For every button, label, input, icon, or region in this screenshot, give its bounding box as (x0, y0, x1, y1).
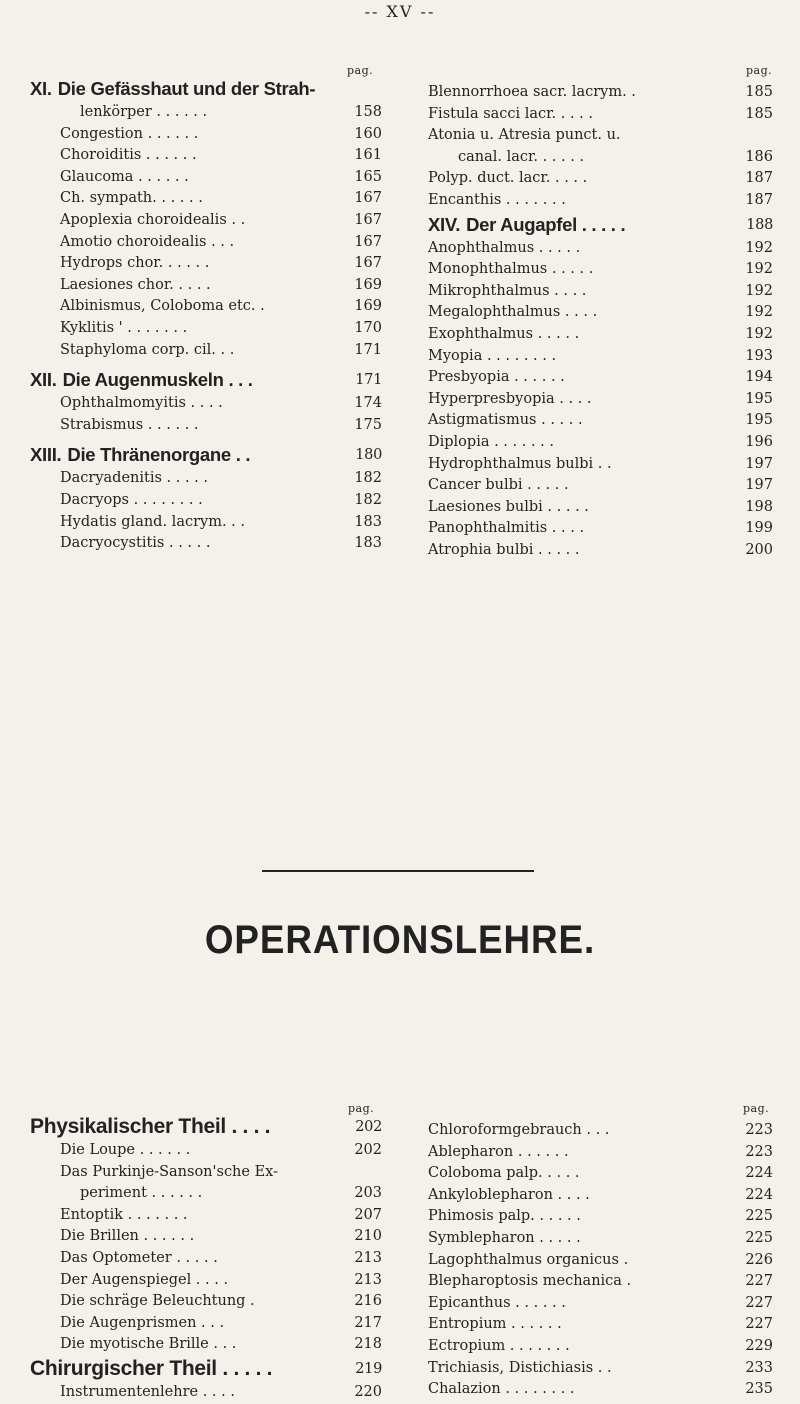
entry-page-number: 227 (745, 1294, 773, 1311)
toc-section-heading (428, 212, 773, 238)
toc-entry (30, 533, 382, 555)
entry-label: Das Optometer . . . . . (60, 1249, 218, 1266)
entry-page-number: 193 (745, 347, 773, 364)
toc-section-heading (30, 76, 382, 102)
toc-entry (30, 188, 382, 210)
entry-label: Hydrops chor. . . . . . (60, 255, 210, 272)
entry-page-number: 183 (354, 513, 382, 530)
operations-title: OPERATIONSLEHRE. (204, 918, 596, 962)
entry-page-number: 235 (745, 1381, 773, 1398)
entry-label: Kyklitis ' . . . . . . . (60, 319, 188, 336)
entry-page-number: 219 (355, 1360, 382, 1377)
entry-label: Staphyloma corp. cil. . . (60, 341, 235, 358)
toc-entry (30, 468, 382, 490)
entry-label: Der Augapfel . . . . . (466, 213, 626, 235)
entry-page-number: 195 (745, 412, 773, 429)
entry-label: Laesiones chor. . . . . (60, 276, 211, 293)
entry-label: Presbyopia . . . . . . (428, 369, 565, 386)
entry-label: Chirurgischer Theil . . . . . (30, 1356, 273, 1380)
entry-page-number: 227 (745, 1316, 773, 1333)
toc-entry (428, 1142, 773, 1164)
entry-label: Blennorrhoea sacr. lacrym. . (428, 84, 636, 100)
toc-entry (428, 540, 773, 562)
entry-page-number: 229 (745, 1337, 773, 1354)
entry-label: Die Loupe . . . . . . (60, 1142, 191, 1158)
toc-entry (428, 346, 773, 368)
entry-page-number: 225 (745, 1229, 773, 1246)
entry-label: Der Augenspiegel . . . . (60, 1271, 229, 1288)
entry-page-number: 169 (354, 276, 382, 293)
toc-entry (428, 1314, 773, 1336)
entry-label: Entropium . . . . . . (428, 1316, 562, 1333)
entry-page-number: 167 (354, 190, 382, 207)
toc-entry (428, 302, 773, 324)
entry-page-number: 167 (354, 255, 382, 272)
entry-label: Myopia . . . . . . . . (428, 347, 557, 364)
toc-entry (428, 1271, 773, 1293)
entry-page-number: 161 (354, 147, 382, 164)
toc-entry (428, 1358, 773, 1380)
toc-entry (428, 1120, 773, 1142)
toc-entry (428, 518, 773, 540)
entry-page-number: 170 (354, 319, 382, 336)
entry-label: Ophthalmomyitis . . . . (60, 395, 223, 412)
entry-page-number: 194 (745, 369, 773, 386)
entry-label: Glaucoma . . . . . . (60, 168, 189, 185)
entry-page-number: 200 (745, 541, 773, 558)
toc-entry (30, 167, 382, 189)
entry-page-number: 165 (354, 168, 382, 185)
entry-label: Die schräge Beleuchtung . (60, 1293, 255, 1310)
toc-entry (30, 1140, 382, 1162)
toc-entry (428, 1228, 773, 1250)
toc-entry (30, 124, 382, 146)
entry-page-number: 213 (354, 1271, 382, 1288)
pag-label: pag. (743, 1102, 770, 1115)
entry-page-number: 187 (745, 191, 773, 208)
entry-page-number: 225 (745, 1208, 773, 1225)
entry-label: canal. lacr. . . . . . (458, 148, 585, 165)
toc-entry (30, 1248, 382, 1270)
toc-entry (30, 296, 382, 318)
entry-label: Albinismus, Coloboma etc. . (60, 298, 265, 315)
entry-page-number: 199 (745, 520, 773, 537)
entry-label: Dacryadenitis . . . . . (60, 470, 208, 487)
toc-entry (30, 1291, 382, 1313)
toc-section-heading (30, 1356, 382, 1382)
entry-page-number: 213 (354, 1249, 382, 1266)
entry-page-number: 203 (354, 1185, 382, 1202)
entry-page-number: 192 (745, 261, 773, 278)
entry-page-number: 167 (354, 211, 382, 228)
toc-entry (30, 1183, 382, 1205)
operations-right-column (428, 1120, 773, 1401)
toc-entry (30, 340, 382, 362)
entry-label: Instrumentenlehre . . . . (60, 1383, 235, 1400)
entry-label: lenkörper . . . . . . (80, 104, 208, 120)
entry-page-number: 187 (745, 170, 773, 187)
toc-entry (428, 497, 773, 519)
entry-page-number: 192 (745, 304, 773, 321)
toc-entry (30, 232, 382, 254)
toc-entry (30, 1270, 382, 1292)
entry-label: Astigmatismus . . . . . (428, 412, 583, 429)
entry-page-number: 210 (354, 1228, 382, 1245)
entry-label: Ectropium . . . . . . . (428, 1337, 570, 1354)
entry-label: Strabismus . . . . . . (60, 416, 199, 433)
entry-page-number: 192 (745, 325, 773, 342)
entry-label: Phimosis palp. . . . . . (428, 1208, 581, 1225)
entry-page-number: 223 (745, 1143, 773, 1160)
entry-page-number: 207 (354, 1206, 382, 1223)
toc-entry (428, 1163, 773, 1185)
toc-entry (30, 415, 382, 437)
entry-page-number: 220 (354, 1383, 382, 1400)
entry-label: Blepharoptosis mechanica . (428, 1273, 632, 1290)
section-number: XIII. (30, 444, 62, 466)
entry-label: Die myotische Brille . . . (60, 1336, 237, 1353)
toc-right-column (428, 82, 773, 561)
entry-label: Epicanthus . . . . . . (428, 1294, 566, 1311)
entry-page-number: 174 (354, 395, 382, 412)
entry-label: Hydrophthalmus bulbi . . (428, 455, 612, 472)
toc-entry (30, 490, 382, 512)
toc-entry (428, 147, 773, 169)
entry-label: Mikrophthalmus . . . . (428, 282, 587, 299)
toc-entry (30, 512, 382, 534)
toc-entry (428, 238, 773, 260)
entry-page-number: 188 (746, 216, 773, 233)
entry-label: Diplopia . . . . . . . (428, 433, 555, 450)
entry-page-number: 182 (354, 470, 382, 487)
toc-entry (428, 367, 773, 389)
toc-entry (428, 1250, 773, 1272)
entry-label: Das Purkinje-Sanson'sche Ex- (60, 1163, 278, 1180)
toc-entry (428, 125, 773, 147)
entry-label: Ablepharon . . . . . . (428, 1143, 569, 1160)
toc-entry (428, 410, 773, 432)
toc-entry (428, 281, 773, 303)
entry-page-number: 171 (355, 372, 382, 389)
entry-label: Physikalischer Theil . . . . (30, 1115, 271, 1138)
entry-label: Hydatis gland. lacrym. . . (60, 513, 246, 530)
toc-entry (30, 393, 382, 415)
entry-page-number: 169 (354, 298, 382, 315)
entry-label: Lagophthalmus organicus . (428, 1251, 629, 1268)
entry-label: Hyperpresbyopia . . . . (428, 390, 592, 407)
entry-page-number: 223 (745, 1122, 773, 1138)
entry-label: Die Brillen . . . . . . (60, 1228, 195, 1245)
toc-entry (30, 253, 382, 275)
entry-label: Exophthalmus . . . . . (428, 325, 580, 342)
entry-page-number: 167 (354, 233, 382, 250)
entry-label: Coloboma palp. . . . . (428, 1165, 580, 1182)
entry-page-number: 196 (745, 433, 773, 450)
toc-entry (30, 145, 382, 167)
toc-entry (428, 1206, 773, 1228)
toc-section-heading (30, 1114, 382, 1140)
toc-entry (30, 318, 382, 340)
entry-page-number: 182 (354, 491, 382, 508)
entry-label: Choroiditis . . . . . . (60, 147, 197, 164)
pag-label: pag. (348, 1102, 375, 1115)
toc-entry (428, 104, 773, 126)
entry-label: Symblepharon . . . . . (428, 1229, 581, 1246)
toc-entry (428, 190, 773, 212)
toc-entry (30, 102, 382, 124)
toc-entry (428, 82, 773, 104)
entry-page-number: 175 (354, 416, 382, 433)
entry-label: Die Gefässhaut und der Strah- (57, 78, 316, 99)
section-number: XIV. (428, 213, 461, 235)
toc-entry (30, 1205, 382, 1227)
entry-page-number: 185 (745, 105, 773, 122)
toc-entry (428, 1336, 773, 1358)
entry-page-number: 224 (745, 1186, 773, 1203)
toc-entry (30, 1313, 382, 1335)
toc-entry (30, 1226, 382, 1248)
entry-page-number: 180 (355, 447, 382, 464)
entry-page-number: 186 (745, 148, 773, 165)
toc-entry (428, 1379, 773, 1401)
toc-section-heading (30, 367, 382, 393)
entry-label: Ankyloblepharon . . . . (428, 1186, 590, 1203)
entry-page-number: 195 (745, 390, 773, 407)
entry-label: Entoptik . . . . . . . (60, 1206, 188, 1223)
entry-label: Trichiasis, Distichiasis . . (428, 1359, 612, 1376)
entry-label: Atrophia bulbi . . . . . (428, 541, 580, 558)
entry-label: Monophthalmus . . . . . (428, 261, 594, 278)
entry-label: Fistula sacci lacr. . . . . (428, 105, 593, 122)
entry-label: Ch. sympath. . . . . . (60, 190, 203, 207)
entry-label: periment . . . . . . (80, 1185, 203, 1202)
entry-page-number: 217 (354, 1314, 382, 1331)
toc-entry (428, 324, 773, 346)
toc-entry (30, 1382, 382, 1404)
toc-entry (30, 210, 382, 232)
entry-label: Dacryops . . . . . . . . (60, 491, 203, 508)
page-header: -- XV -- (364, 2, 436, 21)
entry-label: Cancer bulbi . . . . . (428, 477, 569, 494)
toc-entry (428, 259, 773, 281)
entry-label: Encanthis . . . . . . . (428, 191, 566, 208)
entry-page-number: 171 (354, 341, 382, 358)
entry-label: Atonia u. Atresia punct. u. (428, 127, 621, 144)
entry-label: Megalophthalmus . . . . (428, 304, 598, 321)
entry-label: Chloroformgebrauch . . . (428, 1122, 610, 1138)
toc-entry (428, 168, 773, 190)
entry-page-number: 192 (745, 239, 773, 256)
entry-page-number: 226 (745, 1251, 773, 1268)
entry-label: Dacryocystitis . . . . . (60, 535, 211, 552)
entry-label: Amotio choroidealis . . . (60, 233, 235, 250)
toc-entry (428, 432, 773, 454)
entry-page-number: 160 (354, 125, 382, 142)
toc-entry (428, 475, 773, 497)
entry-page-number: 227 (745, 1273, 773, 1290)
toc-section-heading (30, 442, 382, 468)
entry-page-number: 192 (745, 282, 773, 299)
entry-page-number: 233 (745, 1359, 773, 1376)
section-number: XI. (30, 78, 52, 99)
entry-page-number: 183 (354, 535, 382, 552)
pag-label: pag. (746, 64, 773, 77)
entry-page-number: 216 (354, 1293, 382, 1310)
entry-page-number: 198 (745, 498, 773, 515)
toc-entry (428, 1185, 773, 1207)
toc-left-column (30, 76, 382, 555)
entry-label: Chalazion . . . . . . . . (428, 1381, 575, 1398)
entry-page-number: 218 (354, 1336, 382, 1353)
section-divider (262, 870, 534, 872)
toc-entry (428, 1293, 773, 1315)
entry-label: Panophthalmitis . . . . (428, 520, 585, 537)
entry-label: Die Augenmuskeln . . . (62, 369, 253, 391)
entry-label: Polyp. duct. lacr. . . . . (428, 170, 588, 187)
pag-label: pag. (347, 64, 374, 77)
entry-label: Laesiones bulbi . . . . . (428, 498, 589, 515)
entry-page-number: 202 (355, 1119, 382, 1135)
entry-page-number: 185 (745, 84, 773, 100)
entry-label: Die Thränenorgane . . (67, 444, 251, 466)
toc-entry (30, 275, 382, 297)
toc-entry (428, 454, 773, 476)
entry-label: Congestion . . . . . . (60, 125, 199, 142)
entry-label: Anophthalmus . . . . . (428, 239, 581, 256)
toc-entry (428, 389, 773, 411)
entry-page-number: 158 (354, 104, 382, 120)
operations-left-column (30, 1114, 382, 1404)
entry-page-number: 197 (745, 455, 773, 472)
toc-entry (30, 1162, 382, 1184)
section-number: XII. (30, 369, 57, 391)
entry-page-number: 197 (745, 477, 773, 494)
entry-label: Die Augenprismen . . . (60, 1314, 225, 1331)
entry-label: Apoplexia choroidealis . . (60, 211, 246, 228)
entry-page-number: 224 (745, 1165, 773, 1182)
entry-page-number: 202 (354, 1142, 382, 1158)
